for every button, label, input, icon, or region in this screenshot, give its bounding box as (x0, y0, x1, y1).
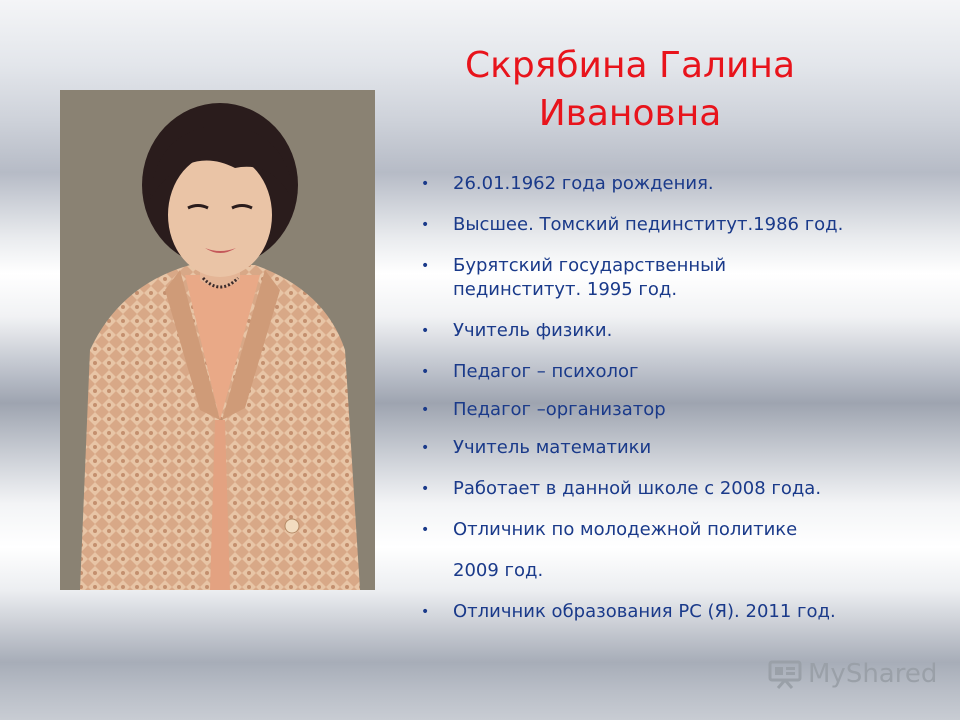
bullet-text: Педагог – психолог (453, 361, 639, 382)
bullet-dot: • (421, 217, 430, 233)
bullet-dot: • (421, 323, 430, 339)
bullet-list (415, 172, 935, 624)
bullet-text: Работает в данной школе с 2008 года. (453, 478, 822, 499)
bullet-item (415, 360, 935, 384)
bullet-text: Педагог –организатор (453, 399, 666, 420)
bullet-item (415, 600, 935, 624)
bullet-item (415, 254, 813, 302)
bullet-dot: • (421, 176, 430, 192)
bullet-dot: • (421, 604, 430, 620)
bullet-continuation (415, 559, 935, 583)
bullet-dot: • (421, 481, 430, 497)
portrait-illustration (60, 90, 375, 590)
portrait-photo (60, 90, 375, 590)
bullet-text: 26.01.1962 года рождения. (453, 173, 714, 194)
bullet-text: Учитель математики (453, 437, 652, 458)
bullet-text: Высшее. Томский пединститут.1986 год. (453, 214, 844, 235)
bullet-text: 2009 год. (453, 560, 544, 581)
watermark-text: MyShared (808, 659, 938, 689)
watermark (768, 656, 937, 692)
presentation-board-icon (768, 659, 802, 689)
bullet-dot: • (421, 258, 430, 274)
bullet-item (415, 172, 935, 196)
bullet-text: Бурятский государственный пединститут. 1995 год. (453, 255, 727, 300)
slide-title: Скрябина Галина Ивановна (464, 45, 796, 134)
bullet-item (415, 213, 935, 237)
bullet-dot: • (421, 440, 430, 456)
bullet-dot: • (421, 364, 430, 380)
bullet-item (415, 518, 935, 542)
bullet-item (415, 436, 935, 460)
bullet-dot: • (421, 522, 430, 538)
bullet-text: Отличник образования РС (Я). 2011 год. (453, 601, 836, 622)
bullet-dot: • (421, 402, 430, 418)
bullet-item (415, 398, 935, 422)
bullet-item (415, 477, 935, 501)
bullet-text: Учитель физики. (453, 320, 613, 341)
bullet-text: Отличник по молодежной политике (453, 519, 798, 540)
bullet-item (415, 319, 935, 343)
